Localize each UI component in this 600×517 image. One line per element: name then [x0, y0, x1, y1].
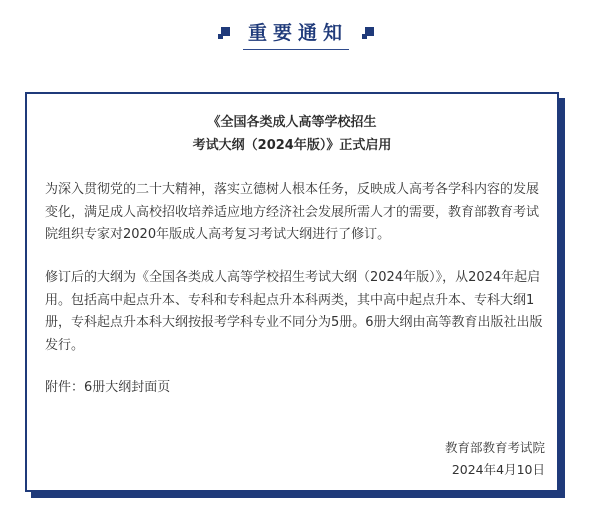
body-paragraph-1: 为深入贯彻党的二十大精神，落实立德树人根本任务，反映成人高考各学科内容的发展变化，满足成人高校招收培养适应地方经济社会发展所需人才的需要，教育部教育考试院组织专家对2020年版成人高考复习考试大纲进行了修订。: [45, 182, 540, 242]
body-paragraph-2: 修订后的大纲为《全国各类成人高等学校招生考试大纲（2024年版）》，从2024年起启用。包括高中起点升本、专科和专科起点升本科两类，其中高中起点升本、专科大纲1册，专科起点升本科大纲按报考学科专业不同分为5册。6册大纲由高等教育出版社出版发行。: [45, 270, 543, 353]
document-title-line-2: 考试大纲（2024年版）》正式启用: [192, 138, 392, 153]
signature-block: [445, 437, 545, 481]
square-ornament-icon: [218, 27, 230, 39]
header-underline: [243, 49, 349, 50]
header-title: 重要通知: [247, 22, 348, 44]
document-title: [27, 111, 557, 157]
notice-card: [25, 92, 559, 492]
square-ornament-icon: [362, 27, 374, 39]
attachment-note: 附件：6册大纲封面页: [45, 380, 171, 395]
issuer-name: 教育部教育考试院: [444, 440, 545, 455]
notice-header: [0, 0, 600, 60]
issue-date: 2024年4月10日: [451, 462, 545, 477]
document-title-line-1: 《全国各类成人高等学校招生: [207, 115, 377, 130]
